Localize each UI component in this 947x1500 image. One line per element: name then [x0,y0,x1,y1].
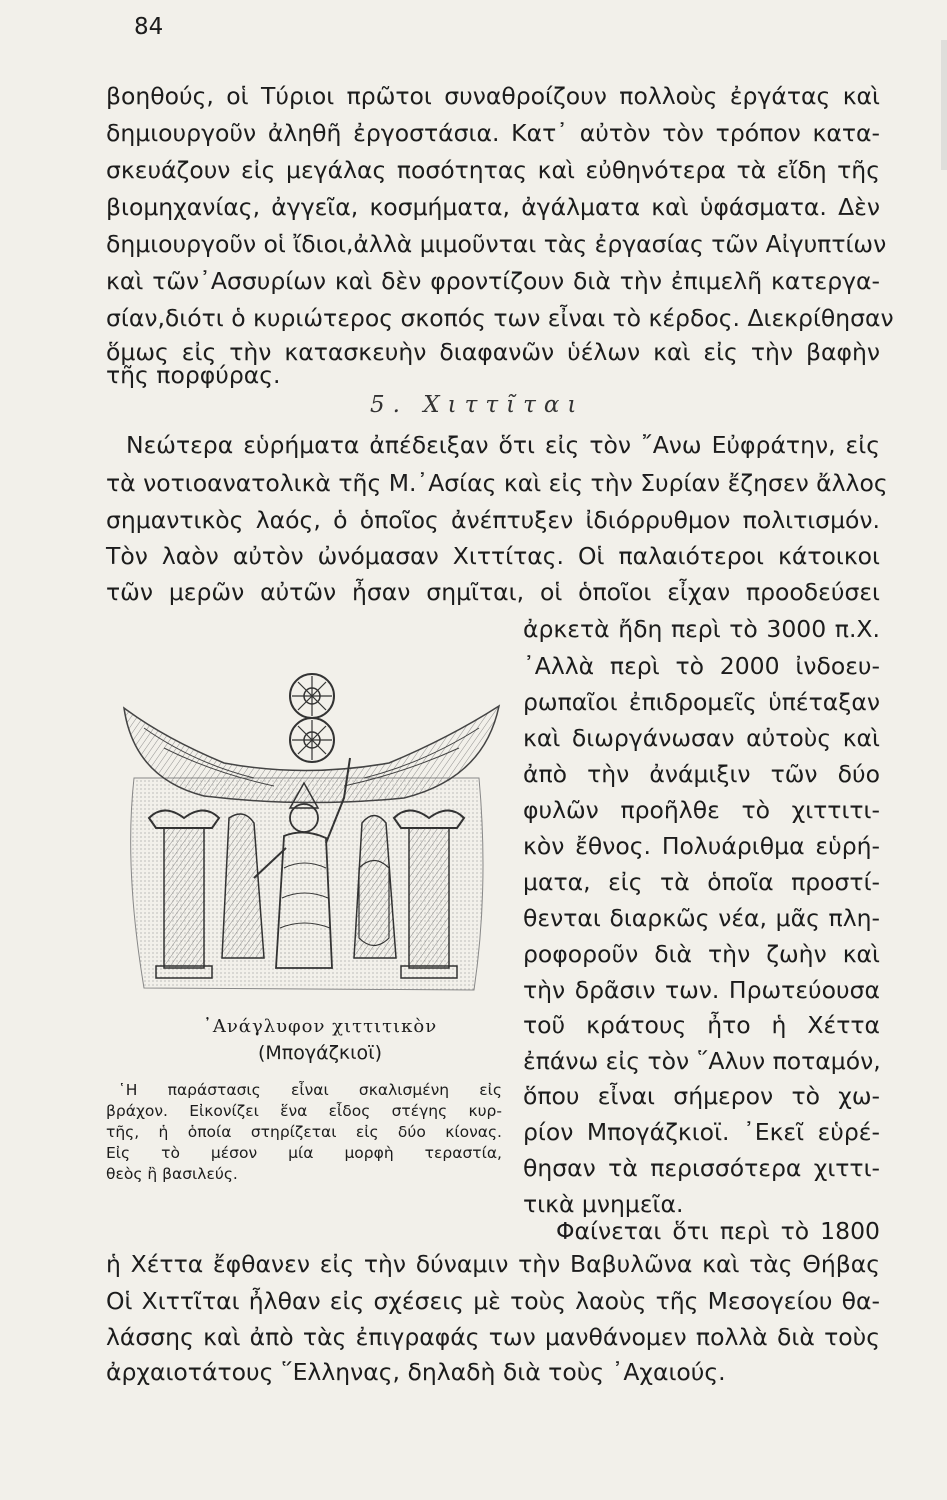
paragraph-1-line: δημιουργοῦν οἱ ἴδιοι,ἀλλὰ μιμοῦνται τὰς ἐργασίας τῶν Αἰγυπτίων [106,230,887,258]
right-column-line: ἀπὸ τὴν ἀνάμιξιν τῶν δύο [523,760,880,788]
right-column-line: ἐπάνω εἰς τὸν ῞Αλυν ποταμόν, [523,1047,881,1075]
figure-caption-line: Εἰς τὸ μέσον μία μορφὴ τεραστία, [106,1144,502,1162]
hittite-relief-figure [104,668,509,1013]
section-heading: 5. Χιττῖται [370,392,585,418]
paragraph-1-line: βοηθούς, οἱ Τύριοι πρῶτοι συναθροίζουν πολλοὺς ἐργάτας καὶ [106,82,880,110]
right-column-line: ὅπου εἶναι σήμερον τὸ χω- [523,1082,880,1110]
right-column-line: ματα, εἰς τὰ ὁποῖα προστί- [523,868,880,896]
figure-caption-title: ᾽Ανάγλυφον χιττιτικὸν [202,1016,438,1037]
paragraph-3-line: ἀρχαιοτάτους ῞Ελληνας, δηλαδὴ διὰ τοὺς ᾽Αχαιούς. [106,1358,726,1386]
relief-illustration [104,668,509,1013]
figure-caption-subtitle: (Μπογάζκιοϊ) [257,1042,383,1064]
paragraph-1-line: σίαν,διότι ὁ κυριώτερος σκοπός των εἶναι τὸ κέρδος. Διεκρίθησαν [106,304,894,332]
paragraph-2-line: Νεώτερα εὑρήματα ἀπέδειξαν ὅτι εἰς τὸν ῎Ανω Εὐφράτην, εἰς [126,431,880,459]
right-column-line: ρίον Μπογάζκιοϊ. ᾽Εκεῖ εὑρέ- [523,1118,880,1146]
right-column-line: τοῦ κράτους ἦτο ἡ Χέττα [523,1011,880,1039]
figure-caption-line: τῆς, ἡ ὁποία στηρίζεται εἰς δύο κίονας. [106,1123,502,1141]
paragraph-3-line: Φαίνεται ὅτι περὶ τὸ 1800 [556,1217,880,1245]
paragraph-3-line: Οἱ Χιττῖται ἦλθαν εἰς σχέσεις μὲ τοὺς λαοὺς τῆς Μεσογείου θα- [106,1287,880,1315]
paragraph-3-line: λάσσης καὶ ἀπὸ τὰς ἐπιγραφάς των μανθάνομεν πολλὰ διὰ τοὺς [106,1323,880,1351]
figure-caption-line: ῾Η παράστασις εἶναι σκαλισμένη εἰς [118,1081,502,1099]
right-column-line: τικὰ μνημεῖα. [523,1190,684,1218]
right-column-line: καὶ διωργάνωσαν αὐτοὺς καὶ [523,724,880,752]
right-column-line: τὴν δρᾶσιν των. Πρωτεύουσα [523,976,880,1004]
figure-caption-line: θεὸς ἢ βασιλεύς. [106,1165,238,1183]
paragraph-1-line: δημιουργοῦν ἀληθῆ ἐργοστάσια. Κατ᾽ αὐτὸν τὸν τρόπον κατα- [106,119,880,147]
right-column-line: ροφοροῦν διὰ τὴν ζωὴν καὶ [523,940,880,968]
paragraph-3-line: ἡ Χέττα ἔφθανεν εἰς τὴν δύναμιν τὴν Βαβυλῶνα καὶ τὰς Θήβας [106,1250,880,1278]
paragraph-1-line: σκευάζουν εἰς μεγάλας ποσότητας καὶ εὐθηνότερα τὰ εἴδη τῆς [106,156,880,184]
right-column-line: ρωπαῖοι ἐπιδρομεῖς ὑπέταξαν [523,688,880,716]
right-column-line: ᾽Αλλὰ περὶ τὸ 2000 ἰνδοευ- [523,652,880,680]
paragraph-1-line: καὶ τῶν᾽Ασσυρίων καὶ δὲν φροντίζουν διὰ τὴν ἐπιμελῆ κατεργα- [106,267,880,295]
right-column-line: θενται διαρκῶς νέα, μᾶς πλη- [523,904,880,932]
right-column-line: ἀρκετὰ ἤδη περὶ τὸ 3000 π.Χ. [523,615,880,643]
paragraph-1-line: τῆς πορφύρας. [106,361,281,389]
page-edge-stain [941,40,947,170]
paragraph-2-line: τῶν μερῶν αὐτῶν ἦσαν σημῖται, οἱ ὁποῖοι εἶχαν προοδεύσει [106,578,880,606]
right-column-line: κὸν ἔθνος. Πολυάριθμα εὑρή- [523,832,880,860]
paragraph-2-line: σημαντικὸς λαός, ὁ ὁποῖος ἀνέπτυξεν ἰδιόρρυθμον πολιτισμόν. [106,506,880,534]
page-number: 84 [134,14,164,40]
paragraph-1-line: ὅμως εἰς τὴν κατασκευὴν διαφανῶν ὑέλων καὶ εἰς τὴν βαφὴν [106,338,880,366]
right-column-line: φυλῶν προῆλθε τὸ χιττιτι- [523,796,880,824]
paragraph-1-line: βιομηχανίας, ἀγγεῖα, κοσμήματα, ἀγάλματα καὶ ὑφάσματα. Δὲν [106,193,880,221]
paragraph-2-line: Τὸν λαὸν αὐτὸν ὠνόμασαν Χιττίτας. Οἱ παλαιότεροι κάτοικοι [106,542,880,570]
paragraph-2-line: τὰ νοτιοανατολικὰ τῆς Μ.᾽Ασίας καὶ εἰς τὴν Συρίαν ἔζησεν ἄλλος [106,469,888,497]
figure-caption-line: βράχον. Εἰκονίζει ἕνα εἶδος στέγης κυρ- [106,1102,502,1120]
right-column-line: θησαν τὰ περισσότερα χιττι- [523,1154,880,1182]
